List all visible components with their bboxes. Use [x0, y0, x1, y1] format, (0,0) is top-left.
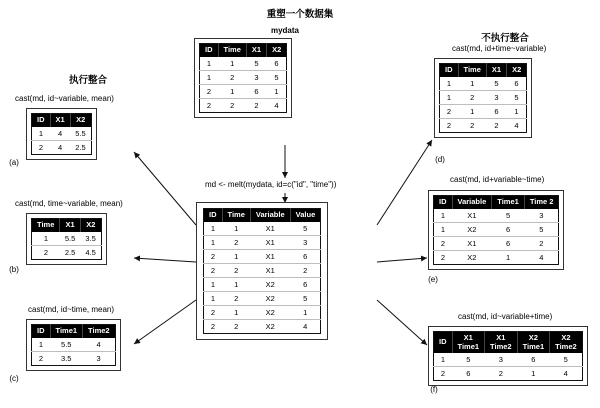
panel-b-table-cell: 5.5 [64, 233, 76, 243]
panel-e-table-cell: 2 [434, 250, 453, 264]
panel-d-table-cell: 2 [458, 90, 486, 104]
panel-f-table-cell: 6 [531, 355, 536, 365]
panel-d-table-column-header: ID [440, 64, 459, 77]
panel-b-table-column-header: X1 [60, 219, 80, 232]
panel-e-table-cell: X2 [452, 222, 492, 236]
panel-e-table-cell: 4 [524, 250, 559, 264]
panel-e-table-cell: 5 [524, 222, 559, 236]
molten-table-row [204, 277, 321, 291]
panel-b-table-column-header: X2 [80, 219, 101, 232]
panel-d-table-cell: 1 [440, 90, 459, 104]
panel-e-table-row [434, 250, 559, 264]
panel-f-table-row [434, 353, 583, 367]
molten-table-cell: 1 [222, 277, 250, 291]
molten-table-column-header: Time [222, 209, 250, 222]
panel-f-table-column-header: ID [434, 332, 453, 354]
panel-d-table-row [440, 90, 527, 104]
panel-e-table-cell: 6 [492, 236, 525, 250]
panel-f-table-row [434, 367, 583, 381]
panel-f-table [428, 326, 588, 386]
panel-e-table-cell: X2 [452, 250, 492, 264]
source-table-cell: 2 [246, 98, 266, 112]
panel-a-table-row [32, 127, 92, 141]
panel-c-table-cell: 4 [96, 339, 101, 349]
panel-a-table-cell: 1 [38, 128, 44, 138]
molten-table-cell: 2 [222, 263, 250, 277]
panel-c-table-cell: 3 [83, 351, 116, 365]
molten-table-column-header: ID [204, 209, 223, 222]
left-section-title: 执行整合 [68, 75, 107, 86]
panel-d-table-cell: 2 [486, 118, 506, 132]
source-table-cell: 2 [200, 84, 219, 98]
molten-table-cell: 2 [204, 305, 223, 319]
source-table-cell: 5 [254, 58, 259, 68]
panel-d-table-cell: 1 [446, 78, 452, 88]
panel-d-table-cell: 1 [470, 78, 475, 88]
panel-e-table-cell: 2 [434, 236, 453, 250]
panel-b-table-header-row [32, 219, 102, 232]
molten-table-cell: 3 [290, 235, 321, 249]
panel-c-table-column-header: Time1 [50, 325, 83, 338]
panel-e-table-row [434, 222, 559, 236]
molten-table-column-header: Variable [250, 209, 290, 222]
panel-f-table-column-header: X2 Time2 [550, 332, 583, 354]
molten-table-cell: 2 [290, 263, 321, 277]
panel-e-table-column-header: Variable [452, 196, 492, 209]
panel-c-table-cell: 3.5 [50, 351, 83, 365]
source-table-cell: 6 [274, 58, 279, 68]
panel-d-table-cell: 3 [486, 90, 506, 104]
panel-c-table [26, 319, 121, 371]
source-table-cell: 2 [200, 98, 219, 112]
molten-table-cell: 1 [210, 223, 216, 233]
molten-table-cell: 2 [222, 319, 250, 333]
panel-e-table-row [434, 209, 559, 223]
molten-table-cell: 1 [204, 277, 223, 291]
panel-b-table [26, 213, 107, 265]
panel-a-table [26, 108, 97, 160]
source-table-column-header: X1 [246, 44, 266, 57]
panel-b-table-cell: 4.5 [80, 245, 101, 259]
source-table-row [200, 70, 287, 84]
panel-b-table-cell: 2.5 [60, 245, 80, 259]
source-table-cell: 1 [206, 58, 212, 68]
panel-c-table-column-header: ID [32, 325, 51, 338]
panel-a-table-cell: 4 [50, 140, 70, 154]
molten-table-row [204, 222, 321, 236]
molten-table-cell: 1 [204, 235, 223, 249]
panel-d-code: cast(md, id+time~variable) [452, 44, 547, 53]
panel-e-table [428, 190, 564, 270]
panel-d-table-cell: 2 [458, 118, 486, 132]
panel-a-table-column-header: X1 [50, 114, 70, 127]
panel-e-table-cell: 6 [492, 222, 525, 236]
panel-f-table-cell: 1 [517, 367, 550, 381]
panel-f-table-cell: 5 [563, 355, 568, 365]
panel-e-code: cast(md, id+variable~time) [450, 175, 545, 184]
panel-e-table-column-header: Time 2 [524, 196, 559, 209]
panel-c-table-cell: 1 [38, 339, 44, 349]
panel-f-table-cell: 5 [466, 355, 471, 365]
panel-f-table-column-header: X1 Time1 [452, 332, 485, 354]
panel-c-table-column-header: Time2 [83, 325, 116, 338]
panel-f-table-column-header: X1 Time2 [485, 332, 518, 354]
panel-f-caption: (f) [430, 385, 438, 394]
panel-d-table-column-header: Time [458, 64, 486, 77]
panel-a-caption: (a) [9, 158, 19, 167]
panel-f-table-cell: 2 [485, 367, 518, 381]
panel-e-table-row [434, 236, 559, 250]
panel-e-table-cell: X1 [452, 236, 492, 250]
panel-e-table-cell: 1 [440, 210, 446, 220]
source-table-cell: 3 [246, 70, 266, 84]
molten-table-cell: 5 [303, 223, 308, 233]
molten-table-cell: 1 [234, 223, 239, 233]
panel-c-table-row [32, 351, 116, 365]
molten-table-cell: 5 [290, 291, 321, 305]
molten-table-cell: 2 [204, 249, 223, 263]
molten-table-cell: X2 [250, 305, 290, 319]
source-table-cell: 1 [218, 84, 246, 98]
molten-table-cell: X2 [250, 319, 290, 333]
molten-table-row [204, 263, 321, 277]
panel-f-table-cell: 1 [440, 355, 446, 365]
molten-table-cell: X1 [250, 249, 290, 263]
molten-table-cell: X1 [265, 223, 275, 233]
panel-e-caption: (e) [428, 275, 438, 284]
molten-table-cell: 2 [204, 319, 223, 333]
molten-table-cell: 6 [290, 249, 321, 263]
panel-a-table-cell: 2 [32, 140, 51, 154]
panel-b-table-row [32, 232, 102, 246]
source-table-cell: 1 [200, 70, 219, 84]
panel-d-table-cell: 1 [507, 104, 527, 118]
source-table-column-header: X2 [267, 44, 287, 57]
panel-d-table-cell: 5 [507, 90, 527, 104]
source-table-row [200, 57, 287, 71]
source-table-cell: 1 [267, 84, 287, 98]
molten-table-row [204, 305, 321, 319]
source-table-cell: 2 [218, 98, 246, 112]
melt-code: md <- melt(mydata, id=c("id", "time")) [205, 180, 337, 189]
panel-c-table-cell: 2 [32, 351, 51, 365]
panel-c-table-row [32, 338, 116, 352]
panel-e-table-column-header: Time1 [492, 196, 525, 209]
panel-d-table-row [440, 104, 527, 118]
panel-e-table-cell: 1 [434, 222, 453, 236]
source-table-row [200, 98, 287, 112]
source-table-column-header: ID [200, 44, 219, 57]
molten-table-cell: X1 [250, 263, 290, 277]
source-table-row [200, 84, 287, 98]
panel-f-table-cell: 6 [452, 367, 485, 381]
source-table-cell: 4 [267, 98, 287, 112]
molten-table-cell: 4 [290, 319, 321, 333]
panel-e-table-cell: 3 [539, 210, 544, 220]
molten-table-header-row [204, 209, 321, 222]
panel-e-table-cell: 2 [524, 236, 559, 250]
molten-table-cell: X2 [250, 277, 290, 291]
panel-d-table-row [440, 77, 527, 91]
panel-d-caption: (d) [435, 155, 445, 164]
panel-b-table-cell: 1 [43, 233, 49, 243]
panel-a-code: cast(md, id~variable, mean) [15, 94, 114, 103]
right-section-title: 不执行整合 [481, 33, 529, 44]
source-table-label: mydata [270, 26, 299, 35]
panel-a-table-column-header: ID [32, 114, 51, 127]
panel-b-caption: (b) [9, 265, 19, 274]
panel-e-table-cell: X1 [467, 210, 477, 220]
panel-f-table-column-header: X2 Time1 [517, 332, 550, 354]
molten-table-cell: 2 [204, 263, 223, 277]
panel-c-code: cast(md, id~time, mean) [28, 305, 115, 314]
panel-d-table-row [440, 118, 527, 132]
source-table [194, 38, 292, 118]
panel-d-table-column-header: X1 [486, 64, 506, 77]
source-table-cell: 2 [218, 70, 246, 84]
panel-a-table-cell: 2.5 [70, 140, 91, 154]
panel-c-caption: (c) [9, 374, 19, 383]
molten-table-row [204, 319, 321, 333]
panel-e-table-cell: 5 [505, 210, 511, 220]
source-table-cell: 5 [267, 70, 287, 84]
panel-a-table-cell: 4 [58, 128, 63, 138]
panel-a-table-column-header: X2 [70, 114, 91, 127]
panel-d-table-cell: 6 [514, 78, 519, 88]
panel-d-table-cell: 5 [494, 78, 499, 88]
panel-f-table-header-row [434, 332, 583, 354]
panel-b-table-cell: 3.5 [85, 233, 96, 243]
source-table-cell: 6 [246, 84, 266, 98]
molten-table-cell: 2 [222, 291, 250, 305]
molten-table-cell: 1 [290, 305, 321, 319]
molten-table-column-header: Value [290, 209, 321, 222]
molten-table-cell: 2 [222, 235, 250, 249]
panel-a-table-header-row [32, 114, 92, 127]
panel-b-code: cast(md, time~variable, mean) [15, 199, 123, 208]
panel-e-table-column-header: ID [434, 196, 453, 209]
panel-d-table-cell: 2 [440, 118, 459, 132]
panel-c-table-cell: 5.5 [61, 339, 72, 349]
panel-a-table-row [32, 140, 92, 154]
panel-f-code: cast(md, id~variable+time) [458, 312, 553, 321]
molten-table-row [204, 249, 321, 263]
molten-table-cell: 1 [204, 291, 223, 305]
panel-d-table-header-row [440, 64, 527, 77]
panel-b-table-column-header: Time [32, 219, 60, 232]
molten-table-row [204, 291, 321, 305]
source-table-header-row [200, 44, 287, 57]
panel-d-table-cell: 2 [440, 104, 459, 118]
panel-d-table-cell: 4 [507, 118, 527, 132]
panel-d-table-column-header: X2 [507, 64, 527, 77]
panel-b-table-row [32, 245, 102, 259]
molten-table-cell: 1 [222, 249, 250, 263]
panel-d-table-cell: 6 [486, 104, 506, 118]
panel-e-table-header-row [434, 196, 559, 209]
diagram-title: 重塑一个数据集 [266, 9, 334, 20]
panel-b-table-cell: 2 [32, 245, 60, 259]
molten-table-cell: X1 [250, 235, 290, 249]
panel-f-table-cell: 2 [434, 367, 453, 381]
panel-f-table-cell: 3 [498, 355, 503, 365]
molten-table-row [204, 235, 321, 249]
molten-table-cell: 1 [222, 305, 250, 319]
panel-e-table-cell: 1 [492, 250, 525, 264]
panel-d-table [434, 58, 532, 138]
panel-d-table-cell: 1 [458, 104, 486, 118]
panel-c-table-header-row [32, 325, 116, 338]
molten-table [196, 202, 328, 340]
source-table-column-header: Time [218, 44, 246, 57]
source-table-cell: 1 [230, 58, 235, 68]
molten-table-cell: X2 [250, 291, 290, 305]
panel-f-table-cell: 4 [550, 367, 583, 381]
molten-table-cell: 6 [290, 277, 321, 291]
panel-a-table-cell: 5.5 [75, 128, 86, 138]
